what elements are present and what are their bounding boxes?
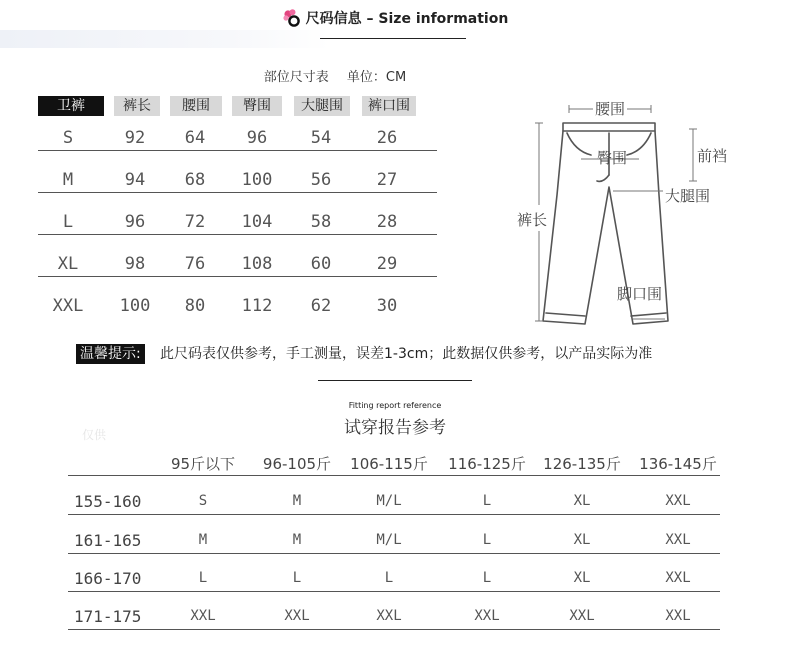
diagram-label-rise: 前裆 <box>697 147 728 165</box>
fitting-cell: S <box>198 493 208 509</box>
fitting-cell: L <box>482 493 492 509</box>
fitting-row-divider <box>68 514 720 515</box>
fitting-cell: M/L <box>376 493 402 509</box>
tip-divider <box>318 380 472 381</box>
size-cell: L <box>62 212 74 232</box>
size-cell: 76 <box>184 254 206 274</box>
size-cell: 60 <box>310 254 332 274</box>
tip-text: 此尺码表仅供参考，手工测量，误差1-3cm；此数据仅供参考，以产品实际为准 <box>160 346 653 362</box>
size-cell: 108 <box>241 254 273 274</box>
header <box>0 8 790 34</box>
flower-icon <box>282 8 302 28</box>
fitting-cell: XXL <box>665 570 691 586</box>
size-header-thigh: 大腿围 <box>294 96 350 116</box>
fitting-cell: XL <box>573 532 591 548</box>
size-cell: 58 <box>310 212 332 232</box>
fitting-weight-header: 106-115斤 <box>350 455 428 473</box>
size-cell: 100 <box>119 296 151 316</box>
fitting-title-en: Fitting report reference <box>348 401 442 410</box>
fitting-row-divider <box>68 553 720 554</box>
fitting-cell: XXL <box>665 532 691 548</box>
trousers-diagram <box>505 95 745 335</box>
fitting-cell: M <box>198 532 208 548</box>
fitting-title: 试穿报告参考 <box>344 418 446 438</box>
size-cell: 28 <box>376 212 398 232</box>
fitting-cell: M <box>292 493 302 509</box>
table-row-divider <box>38 234 437 235</box>
fitting-cell: XXL <box>190 608 216 624</box>
diagram-label-thigh: 大腿围 <box>665 187 711 205</box>
fitting-weight-header: 96-105斤 <box>262 455 332 473</box>
fitting-row-divider <box>68 591 720 592</box>
fitting-row-divider <box>68 629 720 630</box>
header-divider <box>320 38 466 39</box>
diagram-label-waist: 腰围 <box>594 100 626 118</box>
size-cell: 112 <box>241 296 273 316</box>
fitting-cell: XXL <box>569 608 595 624</box>
fitting-cell: XXL <box>474 608 500 624</box>
size-cell: 96 <box>246 128 268 148</box>
size-cell: 27 <box>376 170 398 190</box>
size-cell: 100 <box>241 170 273 190</box>
fitting-cell: L <box>482 570 492 586</box>
fitting-height: 155-160 <box>74 492 142 511</box>
size-cell: 62 <box>310 296 332 316</box>
size-header-waist: 腰围 <box>170 96 222 116</box>
fitting-cell: XL <box>573 493 591 509</box>
fitting-cell: XXL <box>665 493 691 509</box>
size-cell: 92 <box>124 128 146 148</box>
fitting-cell: XXL <box>376 608 402 624</box>
size-cell: 64 <box>184 128 206 148</box>
diagram-label-hem: 脚口围 <box>617 285 663 303</box>
fitting-cell: XXL <box>284 608 310 624</box>
fitting-height: 171-175 <box>74 607 142 626</box>
size-cell: 68 <box>184 170 206 190</box>
fitting-height: 166-170 <box>74 569 142 588</box>
size-header-hem: 裤口围 <box>362 96 416 116</box>
watermark-text: 仅供 <box>82 428 107 442</box>
fitting-weight-header: 95斤以下 <box>170 455 236 473</box>
size-cell: 94 <box>124 170 146 190</box>
size-table-caption: 部位尺寸表 单位：CM <box>263 70 407 85</box>
fitting-row-divider <box>68 475 720 476</box>
tip-label: 温馨提示: <box>76 344 145 364</box>
fitting-weight-header: 136-145斤 <box>639 455 717 473</box>
table-row-divider <box>38 192 437 193</box>
size-header-type: 卫裤 <box>38 96 104 116</box>
size-cell: 96 <box>124 212 146 232</box>
fitting-cell: L <box>384 570 394 586</box>
fitting-cell: L <box>482 532 492 548</box>
fitting-weight-header: 126-135斤 <box>543 455 621 473</box>
size-cell: M <box>62 170 74 190</box>
size-cell: 72 <box>184 212 206 232</box>
size-cell: S <box>62 128 74 148</box>
size-cell: 80 <box>184 296 206 316</box>
fitting-height: 161-165 <box>74 531 142 550</box>
fitting-cell: XL <box>573 570 591 586</box>
table-row-divider <box>38 276 437 277</box>
size-cell: 54 <box>310 128 332 148</box>
fitting-cell: XXL <box>665 608 691 624</box>
size-cell: 29 <box>376 254 398 274</box>
fitting-cell: L <box>198 570 208 586</box>
fitting-cell: M/L <box>376 532 402 548</box>
fitting-weight-header: 116-125斤 <box>448 455 526 473</box>
fitting-cell: L <box>292 570 302 586</box>
fitting-cell: M <box>292 532 302 548</box>
size-cell: 98 <box>124 254 146 274</box>
size-cell: XXL <box>52 296 84 316</box>
size-header-hip: 臀围 <box>232 96 282 116</box>
diagram-label-length: 裤长 <box>517 211 548 229</box>
size-cell: 56 <box>310 170 332 190</box>
size-cell: 26 <box>376 128 398 148</box>
table-row-divider <box>38 150 437 151</box>
size-header-length: 裤长 <box>114 96 160 116</box>
size-cell: 30 <box>376 296 398 316</box>
page-title: 尺码信息 – Size information <box>305 11 509 27</box>
diagram-label-hip: 臀围 <box>596 149 628 167</box>
size-cell: 104 <box>241 212 273 232</box>
size-cell: XL <box>57 254 79 274</box>
